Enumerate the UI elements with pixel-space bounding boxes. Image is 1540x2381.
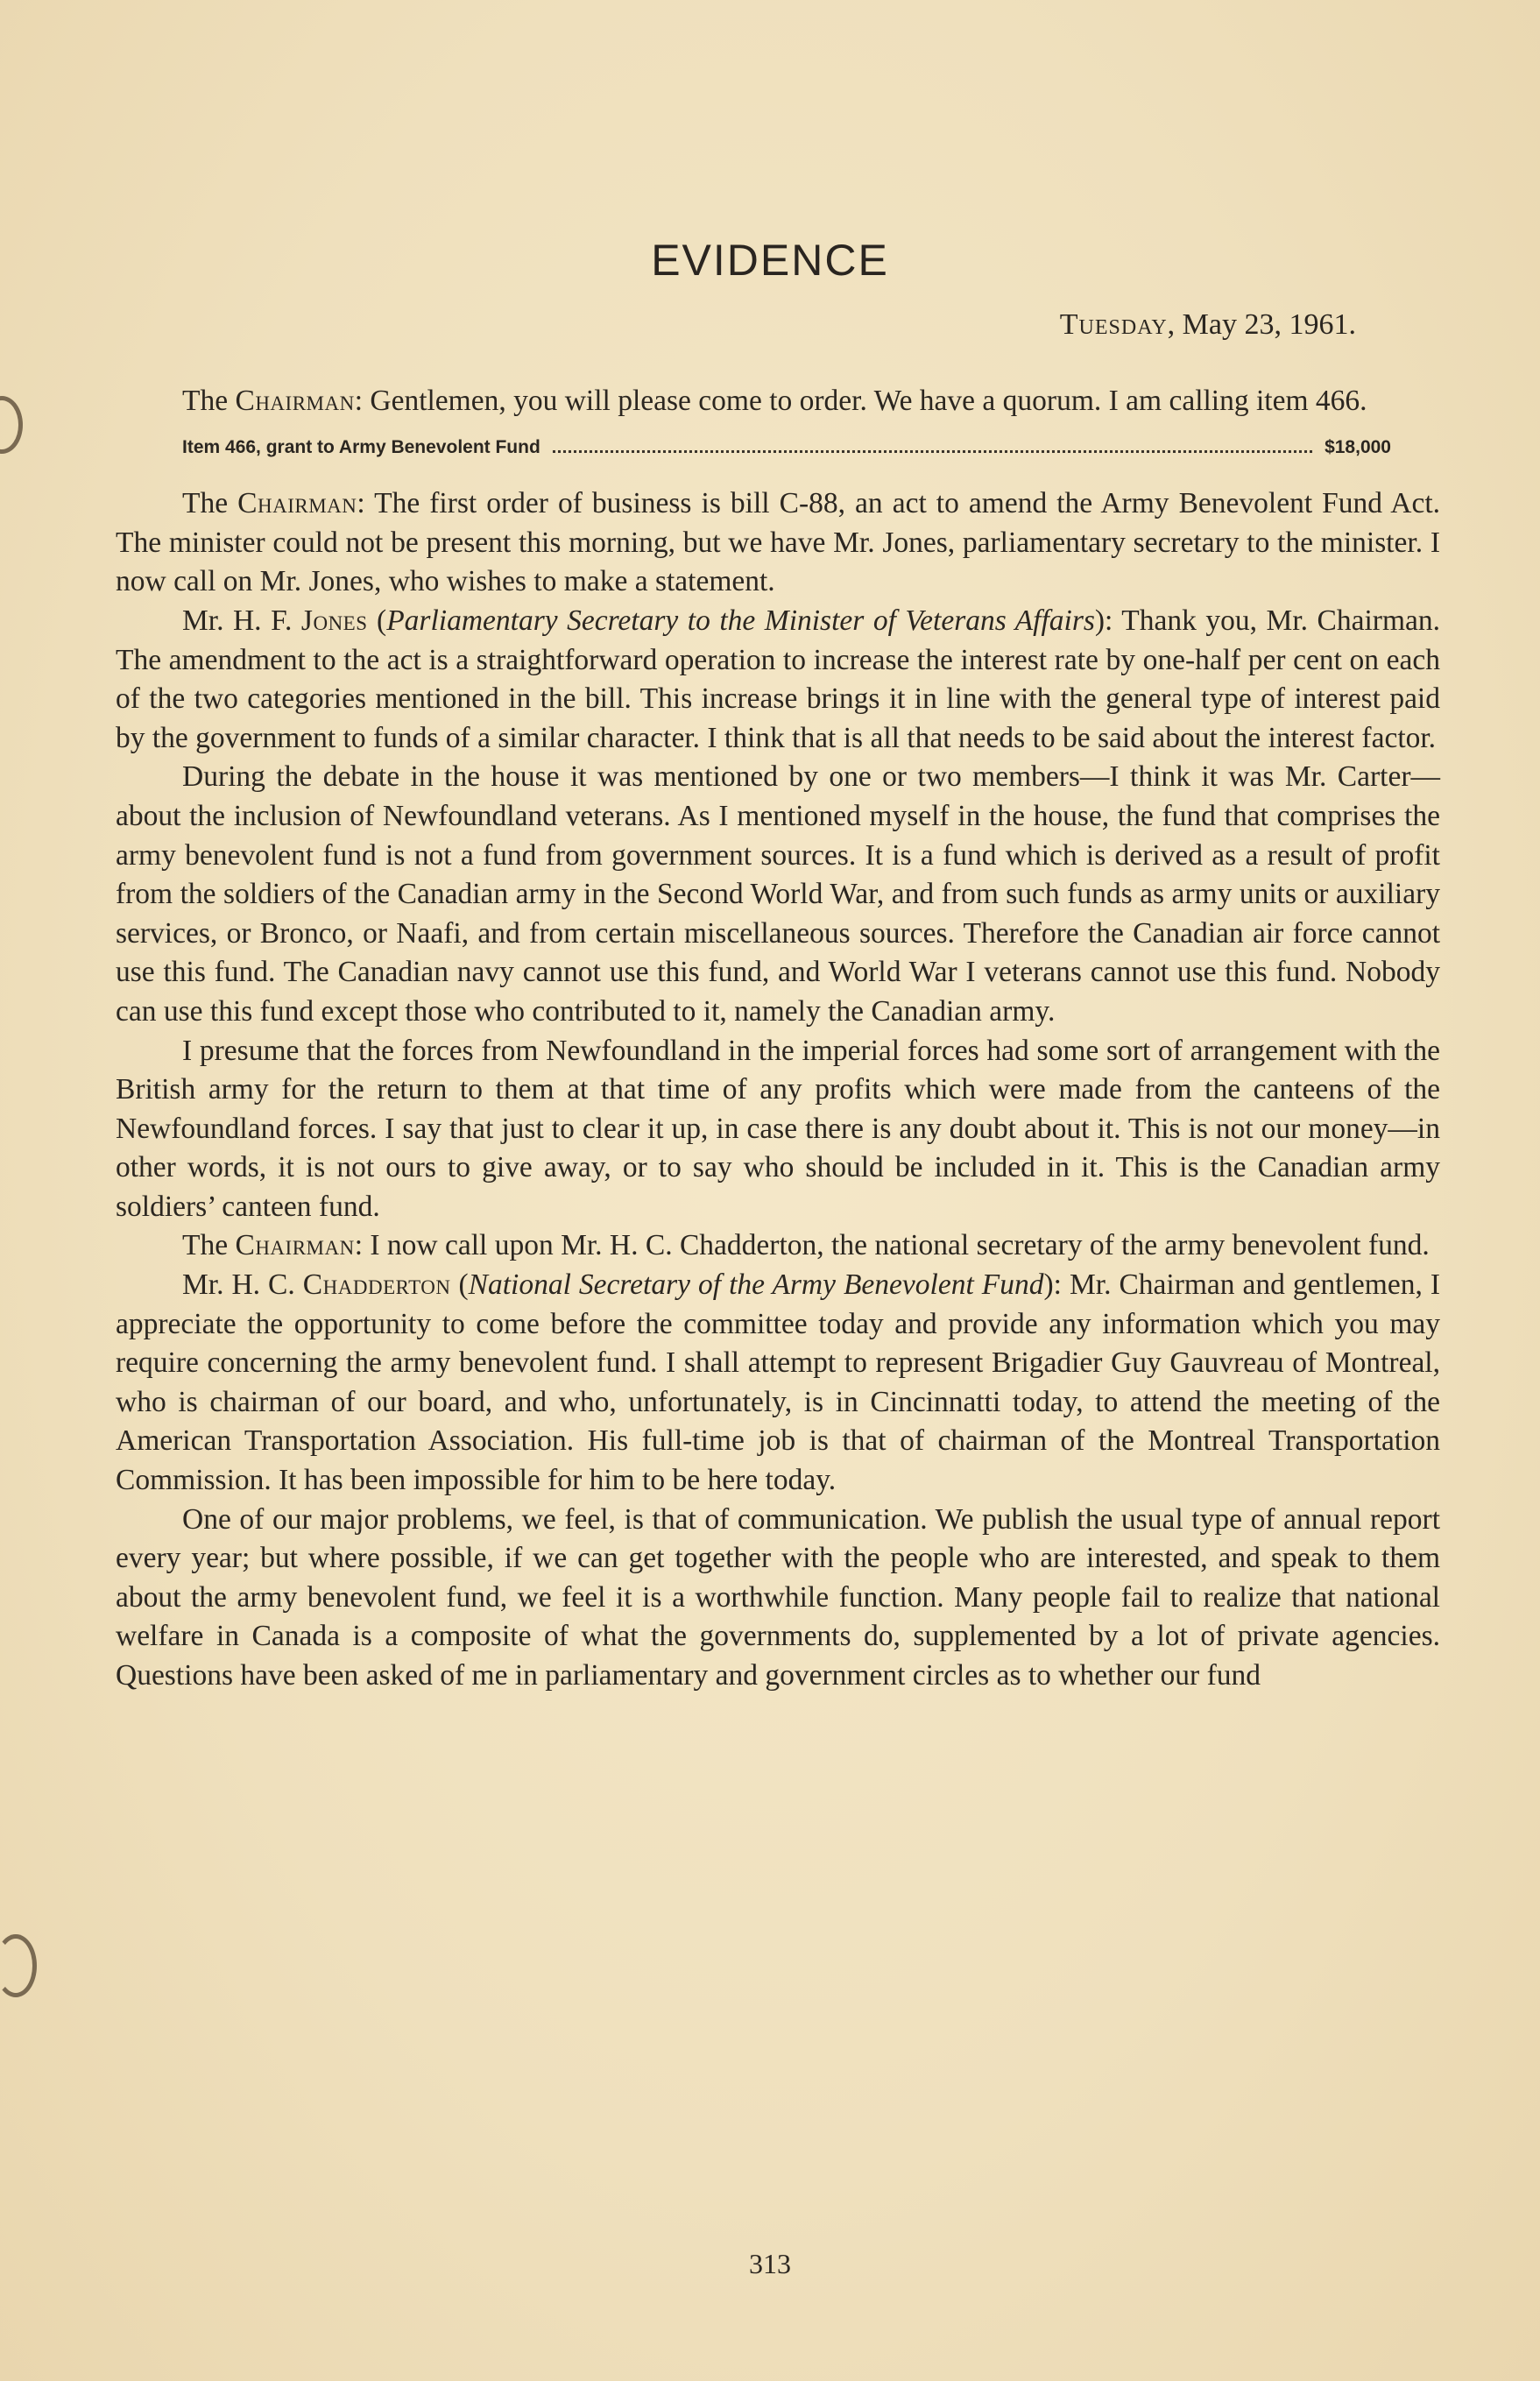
date-weekday: Tuesday [1059,308,1168,341]
dot-leader [553,438,1312,453]
estimate-item-line [116,428,1440,468]
transcript-body [116,382,1440,1696]
paragraph-chairman-business: The Chairman: The first order of business is bill C-88, an act to amend the Army Benevolent Fund Act. The minister could not be present this morning, but we have Mr. Jones, parliamentary secretary to the minister. I now call on Mr. Jones, who wishes to make a statement. [116,487,1440,598]
paragraph-jones-statement: Mr. H. F. Jones (Parliamentary Secretary to the Minister of Veterans Affairs): Thank you, Mr. Chairman. The amendment to the act is a straightforward operation to increase the interest rate by one-half per cent on each of the two categories mentioned in the bill. This increase brings it in line with the general type of interest paid by the government to funds of a similar character. I think that is all that needs to be said about the interest factor. [116,604,1440,754]
speaker-name: Jones [300,604,368,637]
paragraph-chadderton-statement: Mr. H. C. Chadderton (National Secretary of the Army Benevolent Fund): Mr. Chairman and gentlemen, I appreciate the opportunity to come before the committee today and provide any information which you may require concerning the army benevolent fund. I shall attempt to represent Brigadier Guy Gauvreau of Montreal, who is chairman of our board, and who, unfortunately, is in Cincinnatti today, to attend the meeting of the American Transportation Association. His full-time job is that of chairman of the Montreal Transportation Commission. It has been impossible for him to be here today. [116,1268,1440,1497]
paragraph-communication: One of our major problems, we feel, is that of communication. We publish the usual type of annual report every year; but where possible, if we can get together with the people who are interested, and speak to them about the army benevolent fund, we feel it is a worthwhile function. Many people fail to realize that national welfare in Canada is a composite of what the governments do, supplemented by a lot of private agencies. Questions have been asked of me in parliamentary and government circles as to whether our fund [116,1502,1440,1692]
binder-hole-mark [0,1934,37,1997]
speaker-role: National Secretary of the Army Benevolent Fund [468,1268,1044,1302]
date-rest: , May 23, 1961. [1167,308,1356,341]
paragraph-chairman-opening: The Chairman: Gentlemen, you will please come to order. We have a quorum. I am calling item 466. [182,385,1367,417]
speaker-name: Chairman [235,1229,355,1262]
paragraph-debate: During the debate in the house it was mentioned by one or two members—I think it was Mr. Carter—about the inclusion of Newfoundland veterans. As I mentioned myself in the house, the fund that comprises the army benevolent fund is not a fund from government sources. It is a fund which is derived as a result of profit from the soldiers of the Canadian army in the Second World War, and from such funds as army units or auxiliary services, or Bronco, or Naafi, and from certain miscellaneous sources. Therefore the Canadian air force cannot use this fund. The Canadian navy cannot use this fund, and World War I veterans cannot use this fund. Nobody can use this fund except those who contributed to it, namely the Canadian army. [116,760,1440,1028]
item-label: Item 466, grant to Army Benevolent Fund [182,436,540,457]
speaker-role: Parliamentary Secretary to the Minister of Veterans Affairs [386,604,1095,637]
speaker-name: Chadderton [302,1268,451,1302]
speaker-name: Chairman [237,487,357,520]
speaker-name: Chairman [235,385,355,417]
page-number: 313 [749,2248,791,2279]
session-date [1060,308,1356,342]
binder-hole-mark [0,396,23,454]
paragraph-chairman-call: The Chairman: I now call upon Mr. H. C. Chadderton, the national secretary of the army benevolent fund. [182,1229,1430,1262]
page-title: EVIDENCE [651,236,889,285]
paragraph-newfoundland: I presume that the forces from Newfoundland in the imperial forces had some sort of arrangement with the British army for the return to them at that time of any profits which were made from the canteens of the Newfoundland forces. I say that just to clear it up, in case there is any doubt about it. This is not our money—in other words, it is not ours to give away, or to say who should be included in it. This is the Canadian army soldiers’ canteen fund. [116,1034,1440,1223]
item-amount: $18,000 [1325,436,1391,457]
